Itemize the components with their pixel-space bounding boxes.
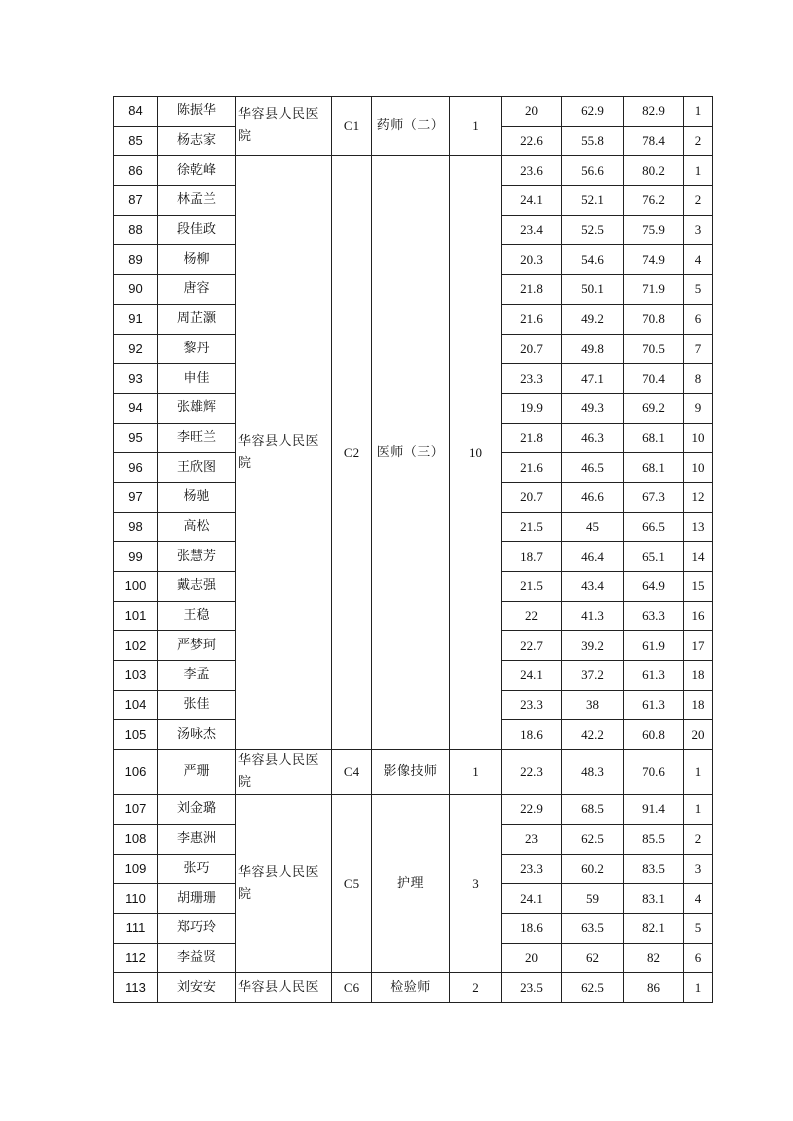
- candidate-name-cell: 张雄辉: [158, 393, 236, 423]
- score-a-cell: 24.1: [502, 186, 562, 216]
- total-score-cell: 85.5: [624, 824, 684, 854]
- score-b-cell: 42.2: [562, 720, 624, 750]
- score-a-cell: 21.5: [502, 572, 562, 602]
- candidate-name-cell: 杨柳: [158, 245, 236, 275]
- score-b-cell: 62: [562, 943, 624, 973]
- score-b-cell: 41.3: [562, 601, 624, 631]
- score-b-cell: 54.6: [562, 245, 624, 275]
- score-b-cell: 39.2: [562, 631, 624, 661]
- score-a-cell: 21.5: [502, 512, 562, 542]
- rank-cell: 2: [684, 186, 713, 216]
- total-score-cell: 82.9: [624, 97, 684, 127]
- score-b-cell: 38: [562, 690, 624, 720]
- rank-cell: 10: [684, 423, 713, 453]
- total-score-cell: 71.9: [624, 275, 684, 305]
- total-score-cell: 75.9: [624, 215, 684, 245]
- total-score-cell: 70.5: [624, 334, 684, 364]
- serial-number-cell: 85: [114, 126, 158, 156]
- score-b-cell: 68.5: [562, 795, 624, 825]
- score-a-cell: 23.4: [502, 215, 562, 245]
- rank-cell: 4: [684, 884, 713, 914]
- score-a-cell: 24.1: [502, 661, 562, 691]
- candidate-name-cell: 林孟兰: [158, 186, 236, 216]
- score-a-cell: 22.6: [502, 126, 562, 156]
- serial-number-cell: 107: [114, 795, 158, 825]
- serial-number-cell: 94: [114, 393, 158, 423]
- serial-number-cell: 110: [114, 884, 158, 914]
- serial-number-cell: 103: [114, 661, 158, 691]
- serial-number-cell: 105: [114, 720, 158, 750]
- serial-number-cell: 84: [114, 97, 158, 127]
- hiring-unit-cell: 华容县人民医院: [236, 97, 332, 156]
- serial-number-cell: 89: [114, 245, 158, 275]
- score-b-cell: 62.5: [562, 973, 624, 1003]
- score-a-cell: 22.9: [502, 795, 562, 825]
- score-a-cell: 18.6: [502, 720, 562, 750]
- candidate-name-cell: 徐乾峰: [158, 156, 236, 186]
- score-a-cell: 21.6: [502, 304, 562, 334]
- score-a-cell: 23: [502, 824, 562, 854]
- score-a-cell: 24.1: [502, 884, 562, 914]
- total-score-cell: 61.3: [624, 661, 684, 691]
- table-row: [114, 97, 713, 127]
- total-score-cell: 69.2: [624, 393, 684, 423]
- candidate-name-cell: 张佳: [158, 690, 236, 720]
- score-b-cell: 62.9: [562, 97, 624, 127]
- score-a-cell: 19.9: [502, 393, 562, 423]
- position-code-cell: C4: [332, 750, 372, 795]
- position-name-cell: 医师（三）: [372, 156, 450, 750]
- rank-cell: 5: [684, 913, 713, 943]
- hiring-quota-cell: 1: [450, 750, 502, 795]
- serial-number-cell: 99: [114, 542, 158, 572]
- score-a-cell: 22: [502, 601, 562, 631]
- score-a-cell: 23.6: [502, 156, 562, 186]
- score-a-cell: 20.7: [502, 482, 562, 512]
- total-score-cell: 66.5: [624, 512, 684, 542]
- candidate-name-cell: 李孟: [158, 661, 236, 691]
- hiring-unit-cell: 华容县人民医: [236, 973, 332, 1003]
- table-row: [114, 750, 713, 795]
- candidate-name-cell: 戴志强: [158, 572, 236, 602]
- score-b-cell: 59: [562, 884, 624, 914]
- score-b-cell: 49.8: [562, 334, 624, 364]
- score-b-cell: 48.3: [562, 750, 624, 795]
- serial-number-cell: 109: [114, 854, 158, 884]
- candidate-name-cell: 汤咏杰: [158, 720, 236, 750]
- candidate-name-cell: 唐容: [158, 275, 236, 305]
- rank-cell: 2: [684, 824, 713, 854]
- score-b-cell: 50.1: [562, 275, 624, 305]
- score-b-cell: 43.4: [562, 572, 624, 602]
- score-b-cell: 46.4: [562, 542, 624, 572]
- position-name-cell: 药师（二）: [372, 97, 450, 156]
- serial-number-cell: 93: [114, 364, 158, 394]
- position-code-cell: C6: [332, 973, 372, 1003]
- total-score-cell: 74.9: [624, 245, 684, 275]
- score-a-cell: 18.7: [502, 542, 562, 572]
- hiring-unit-cell: 华容县人民医院: [236, 750, 332, 795]
- serial-number-cell: 86: [114, 156, 158, 186]
- serial-number-cell: 97: [114, 482, 158, 512]
- score-a-cell: 21.8: [502, 275, 562, 305]
- position-name-cell: 影像技师: [372, 750, 450, 795]
- candidate-name-cell: 杨驰: [158, 482, 236, 512]
- rank-cell: 12: [684, 482, 713, 512]
- candidate-name-cell: 王稳: [158, 601, 236, 631]
- candidate-name-cell: 周芷灏: [158, 304, 236, 334]
- score-table: [113, 96, 713, 1003]
- total-score-cell: 76.2: [624, 186, 684, 216]
- rank-cell: 9: [684, 393, 713, 423]
- total-score-cell: 83.1: [624, 884, 684, 914]
- candidate-name-cell: 申佳: [158, 364, 236, 394]
- score-b-cell: 49.2: [562, 304, 624, 334]
- table-row: [114, 973, 713, 1003]
- rank-cell: 7: [684, 334, 713, 364]
- score-a-cell: 20: [502, 97, 562, 127]
- candidate-name-cell: 严梦珂: [158, 631, 236, 661]
- rank-cell: 13: [684, 512, 713, 542]
- rank-cell: 3: [684, 215, 713, 245]
- position-name-cell: 护理: [372, 795, 450, 973]
- serial-number-cell: 95: [114, 423, 158, 453]
- score-b-cell: 63.5: [562, 913, 624, 943]
- total-score-cell: 83.5: [624, 854, 684, 884]
- score-a-cell: 22.3: [502, 750, 562, 795]
- candidate-name-cell: 刘安安: [158, 973, 236, 1003]
- hiring-quota-cell: 3: [450, 795, 502, 973]
- serial-number-cell: 108: [114, 824, 158, 854]
- score-a-cell: 23.3: [502, 690, 562, 720]
- score-a-cell: 20.3: [502, 245, 562, 275]
- total-score-cell: 91.4: [624, 795, 684, 825]
- total-score-cell: 82.1: [624, 913, 684, 943]
- total-score-cell: 70.4: [624, 364, 684, 394]
- hiring-quota-cell: 10: [450, 156, 502, 750]
- total-score-cell: 60.8: [624, 720, 684, 750]
- total-score-cell: 61.9: [624, 631, 684, 661]
- total-score-cell: 70.8: [624, 304, 684, 334]
- total-score-cell: 64.9: [624, 572, 684, 602]
- score-a-cell: 23.5: [502, 973, 562, 1003]
- serial-number-cell: 101: [114, 601, 158, 631]
- serial-number-cell: 92: [114, 334, 158, 364]
- score-b-cell: 49.3: [562, 393, 624, 423]
- rank-cell: 10: [684, 453, 713, 483]
- candidate-name-cell: 高松: [158, 512, 236, 542]
- total-score-cell: 63.3: [624, 601, 684, 631]
- score-table-body: [114, 97, 713, 1003]
- total-score-cell: 65.1: [624, 542, 684, 572]
- position-name-cell: 检验师: [372, 973, 450, 1003]
- hiring-unit-cell: 华容县人民医院: [236, 795, 332, 973]
- score-a-cell: 20.7: [502, 334, 562, 364]
- hiring-quota-cell: 1: [450, 97, 502, 156]
- candidate-name-cell: 严珊: [158, 750, 236, 795]
- serial-number-cell: 112: [114, 943, 158, 973]
- table-row: [114, 156, 713, 186]
- rank-cell: 18: [684, 661, 713, 691]
- rank-cell: 1: [684, 750, 713, 795]
- candidate-name-cell: 黎丹: [158, 334, 236, 364]
- rank-cell: 3: [684, 854, 713, 884]
- hiring-unit-cell: 华容县人民医院: [236, 156, 332, 750]
- score-a-cell: 20: [502, 943, 562, 973]
- candidate-name-cell: 杨志家: [158, 126, 236, 156]
- candidate-name-cell: 刘金璐: [158, 795, 236, 825]
- rank-cell: 15: [684, 572, 713, 602]
- rank-cell: 6: [684, 943, 713, 973]
- position-code-cell: C5: [332, 795, 372, 973]
- table-row: [114, 795, 713, 825]
- total-score-cell: 68.1: [624, 423, 684, 453]
- total-score-cell: 86: [624, 973, 684, 1003]
- score-a-cell: 22.7: [502, 631, 562, 661]
- candidate-name-cell: 王欣图: [158, 453, 236, 483]
- serial-number-cell: 90: [114, 275, 158, 305]
- score-b-cell: 55.8: [562, 126, 624, 156]
- rank-cell: 8: [684, 364, 713, 394]
- serial-number-cell: 96: [114, 453, 158, 483]
- rank-cell: 14: [684, 542, 713, 572]
- total-score-cell: 78.4: [624, 126, 684, 156]
- total-score-cell: 67.3: [624, 482, 684, 512]
- total-score-cell: 61.3: [624, 690, 684, 720]
- serial-number-cell: 87: [114, 186, 158, 216]
- candidate-name-cell: 张巧: [158, 854, 236, 884]
- rank-cell: 17: [684, 631, 713, 661]
- rank-cell: 6: [684, 304, 713, 334]
- score-b-cell: 62.5: [562, 824, 624, 854]
- serial-number-cell: 98: [114, 512, 158, 542]
- serial-number-cell: 88: [114, 215, 158, 245]
- position-code-cell: C1: [332, 97, 372, 156]
- candidate-name-cell: 陈振华: [158, 97, 236, 127]
- serial-number-cell: 102: [114, 631, 158, 661]
- score-b-cell: 52.1: [562, 186, 624, 216]
- candidate-name-cell: 胡珊珊: [158, 884, 236, 914]
- candidate-name-cell: 李益贤: [158, 943, 236, 973]
- score-a-cell: 21.6: [502, 453, 562, 483]
- total-score-cell: 82: [624, 943, 684, 973]
- total-score-cell: 70.6: [624, 750, 684, 795]
- serial-number-cell: 111: [114, 913, 158, 943]
- score-a-cell: 23.3: [502, 364, 562, 394]
- candidate-name-cell: 李惠洲: [158, 824, 236, 854]
- rank-cell: 5: [684, 275, 713, 305]
- rank-cell: 18: [684, 690, 713, 720]
- score-b-cell: 52.5: [562, 215, 624, 245]
- candidate-name-cell: 段佳政: [158, 215, 236, 245]
- total-score-cell: 68.1: [624, 453, 684, 483]
- score-b-cell: 60.2: [562, 854, 624, 884]
- rank-cell: 16: [684, 601, 713, 631]
- score-b-cell: 46.3: [562, 423, 624, 453]
- serial-number-cell: 100: [114, 572, 158, 602]
- candidate-name-cell: 郑巧玲: [158, 913, 236, 943]
- score-a-cell: 21.8: [502, 423, 562, 453]
- rank-cell: 4: [684, 245, 713, 275]
- serial-number-cell: 104: [114, 690, 158, 720]
- candidate-name-cell: 李旺兰: [158, 423, 236, 453]
- hiring-quota-cell: 2: [450, 973, 502, 1003]
- score-b-cell: 56.6: [562, 156, 624, 186]
- score-b-cell: 37.2: [562, 661, 624, 691]
- rank-cell: 20: [684, 720, 713, 750]
- position-code-cell: C2: [332, 156, 372, 750]
- serial-number-cell: 91: [114, 304, 158, 334]
- serial-number-cell: 106: [114, 750, 158, 795]
- score-b-cell: 46.6: [562, 482, 624, 512]
- total-score-cell: 80.2: [624, 156, 684, 186]
- candidate-name-cell: 张慧芳: [158, 542, 236, 572]
- score-b-cell: 45: [562, 512, 624, 542]
- rank-cell: 1: [684, 795, 713, 825]
- serial-number-cell: 113: [114, 973, 158, 1003]
- score-b-cell: 46.5: [562, 453, 624, 483]
- score-a-cell: 18.6: [502, 913, 562, 943]
- rank-cell: 2: [684, 126, 713, 156]
- score-b-cell: 47.1: [562, 364, 624, 394]
- rank-cell: 1: [684, 973, 713, 1003]
- rank-cell: 1: [684, 156, 713, 186]
- rank-cell: 1: [684, 97, 713, 127]
- score-a-cell: 23.3: [502, 854, 562, 884]
